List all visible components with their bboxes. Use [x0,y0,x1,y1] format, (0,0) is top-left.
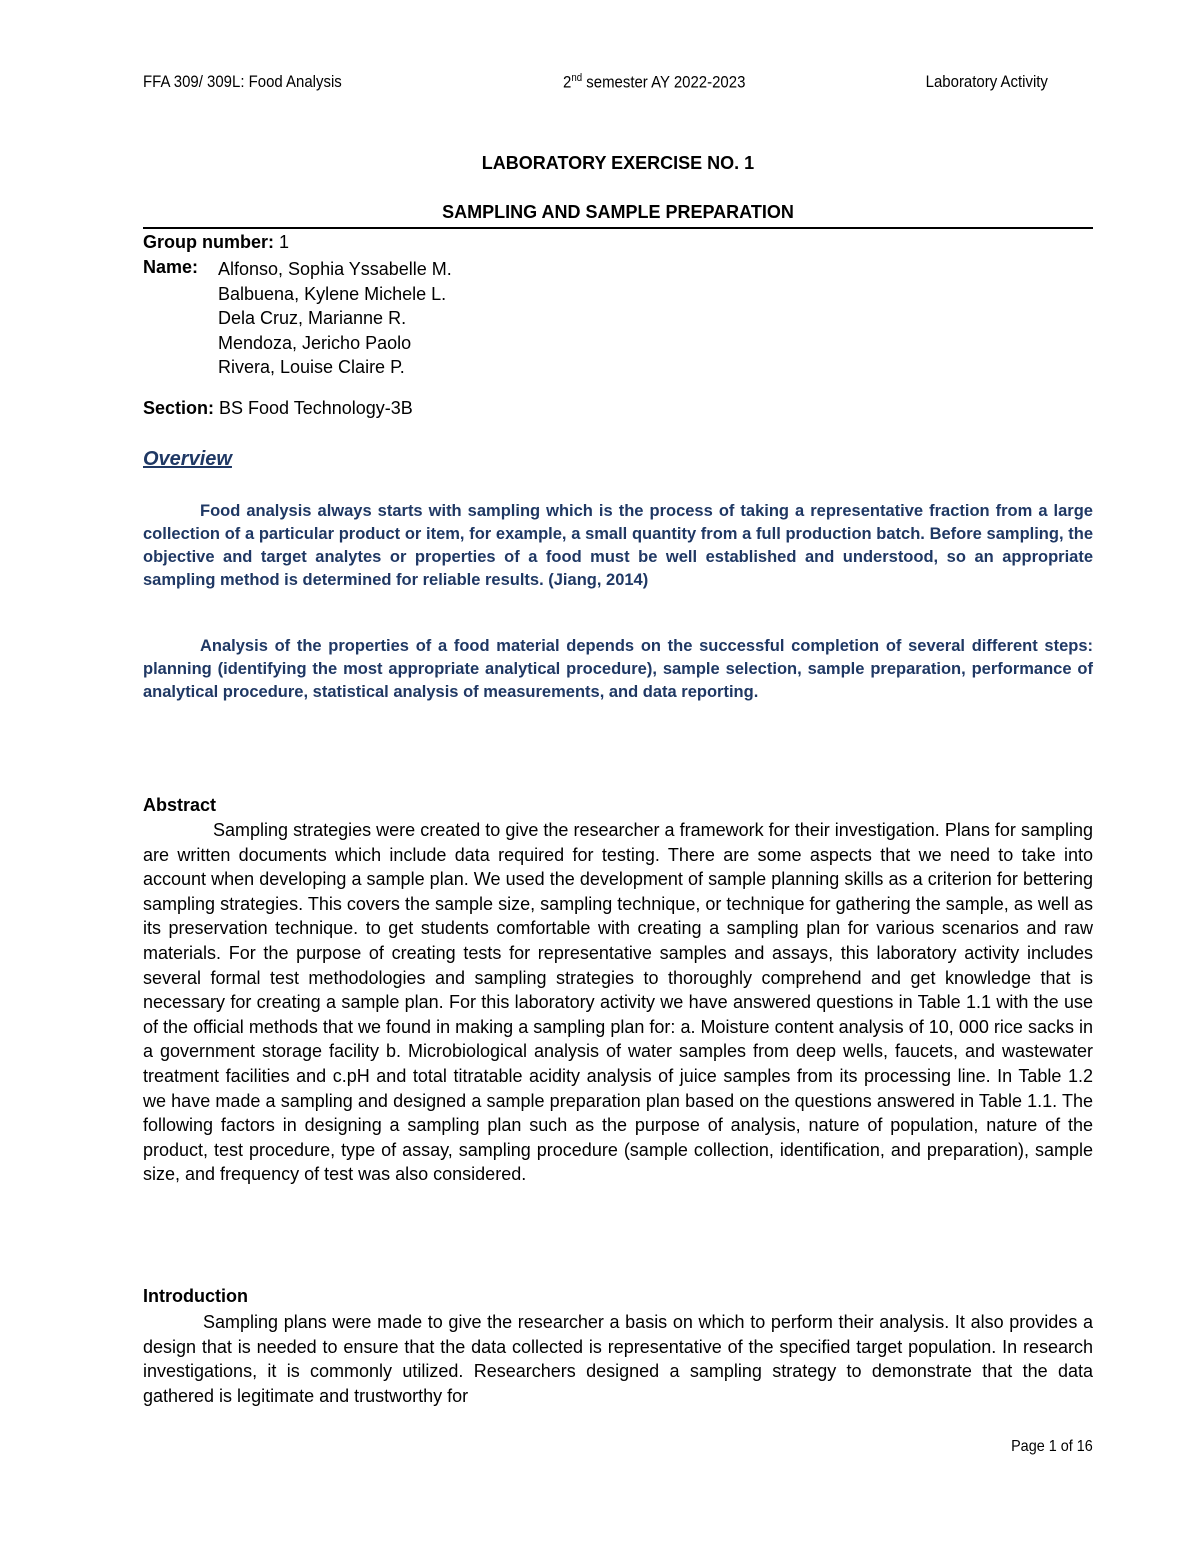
member-name: Dela Cruz, Marianne R. [218,308,407,328]
name-label-row [143,255,198,279]
section-field [143,396,413,420]
abstract-heading: Abstract [143,795,217,815]
overview-heading: Overview [143,448,232,470]
name-label: Name: [143,257,199,277]
section-value: BS Food Technology-3B [214,398,413,418]
group-number-value: 1 [274,232,290,252]
exercise-title: LABORATORY EXERCISE NO. 1 [481,153,755,173]
header-activity: Laboratory Activity [925,72,1048,91]
overview-paragraph: Food analysis always starts with sampling which is the process of taking a representative fraction from a large collection of a particular product or item, for example, a small quantity from a full production batch. Before sampling, the objective and target analytes or properties of a food must be well established and understood, so an appropriate sampling method is determined for reliable results. (Jiang, 2014) [143,502,1093,589]
introduction-heading: Introduction [143,1286,248,1306]
title-underline [143,227,1093,229]
overview-paragraph: Analysis of the properties of a food material depends on the successful completion of several different steps: planning (identifying the most appropriate analytical procedure), sample selection, sample preparation, performance of analytical procedure, statistical analysis of measurements, and data reporting. [143,637,1093,701]
topic-title: SAMPLING AND SAMPLE PREPARATION [442,202,794,222]
semester-ordinal: nd [571,72,583,84]
semester-number: 2 [563,72,572,92]
page-number: Page 1 of 16 [1011,1438,1093,1455]
introduction-text: Sampling plans were made to give the researcher a basis on which to perform their analysis. It also provides a design that is needed to ensure that the data collected is representative of the specified target population. In research investigations, it is commonly utilized. Researchers designed a sampling strategy to demonstrate that the data gathered is legitimate and trustworthy for [143,1312,1093,1406]
abstract-text: Sampling strategies were created to give the researcher a framework for their investigation. Plans for sampling are written documents which include data required for testing. There are some aspects that we need to take into account when developing a sample plan. We used the development of sample planning skills as a criterion for bettering sampling strategies. This covers the sample size, sampling technique, or technique for gathering the sample, as well as its preservation technique. to get students comfortable with creating a sampling plan for various scenarios and raw materials. For the purpose of creating tests for representative samples and assays, this laboratory activity includes several formal test methodologies and sampling strategies to thoroughly comprehend and get knowledge that is necessary for creating a sample plan. For this laboratory activity we have answered questions in Table 1.1 with the use of the official methods that we found in making a sampling plan for: a. Moisture content analysis of 10, 000 rice sacks in a government storage facility b. Microbiological analysis of water samples from deep wells, faucets, and wastewater treatment facilities and c.pH and total titratable acidity analysis of juice samples from its processing line. In Table 1.2 we have made a sampling and designed a sample preparation plan based on the questions answered in Table 1.1. The following factors in designing a sampling plan such as the purpose of analysis, nature of population, nature of the product, test procedure, type of assay, sampling procedure (sample collection, identification, and preparation), sample size, and frequency of test was also considered. [143,820,1093,1185]
member-list [218,257,452,380]
group-number [143,230,289,254]
header-course: FFA 309/ 309L: Food Analysis [143,72,342,91]
member-name: Rivera, Louise Claire P. [218,357,405,377]
semester-rest: semester AY 2022-2023 [582,72,746,92]
group-number-label: Group number: [143,232,274,252]
member-name: Balbuena, Kylene Michele L. [218,283,447,304]
member-name: Alfonso, Sophia Yssabelle M. [218,259,452,279]
header-semester [563,72,745,93]
member-name: Mendoza, Jericho Paolo [218,332,412,353]
section-label: Section: [143,398,215,418]
